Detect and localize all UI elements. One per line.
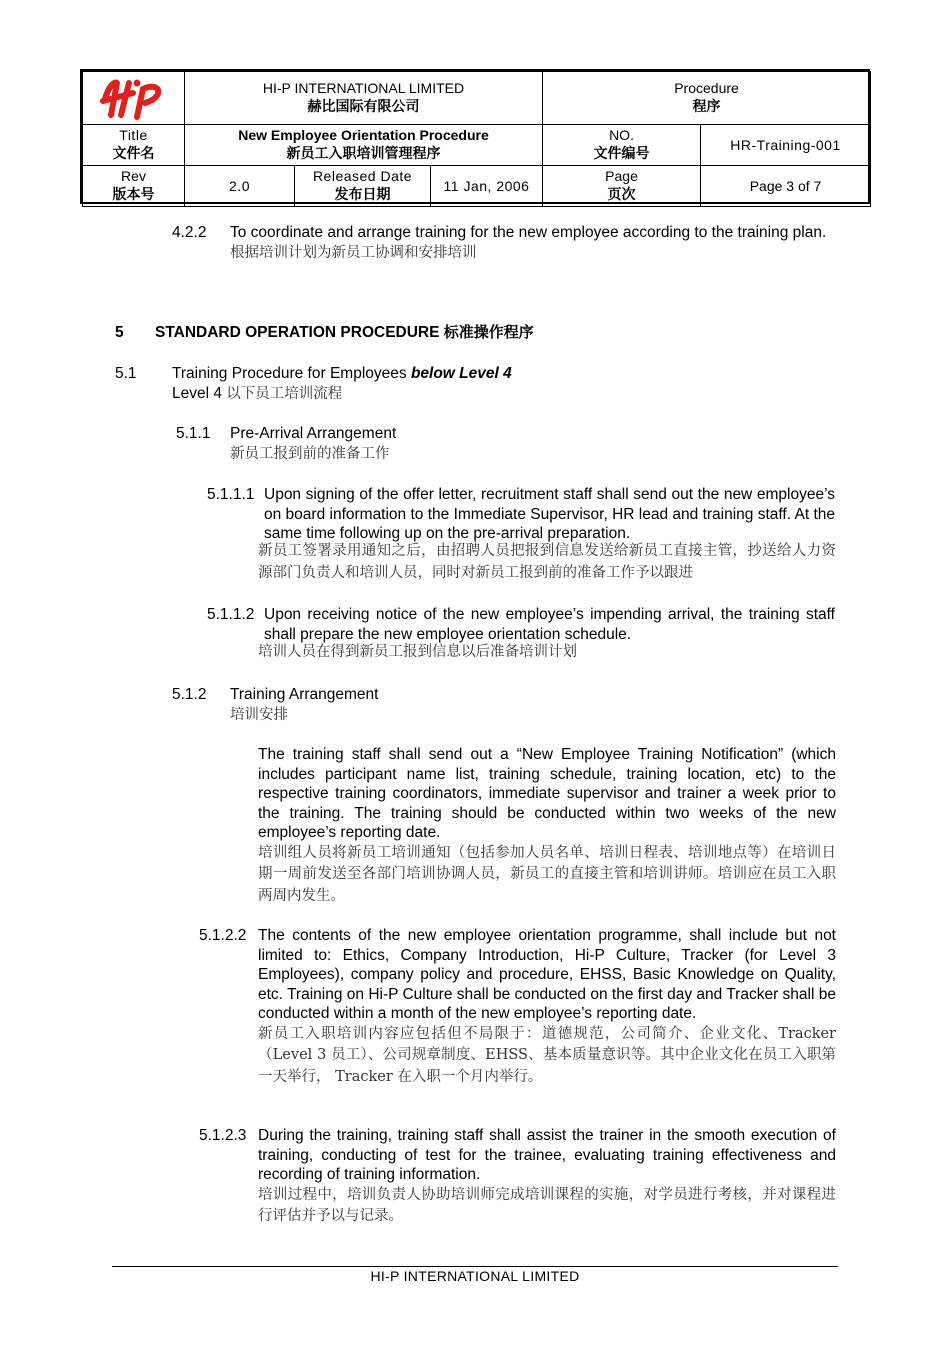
title-label-cell — [83, 125, 185, 166]
section-5-1-1-title-en: Pre-Arrival Arrangement — [230, 425, 397, 442]
section-4-2-2 — [230, 223, 838, 264]
rev-label-en: Rev — [121, 168, 146, 184]
page-value-cell — [701, 166, 871, 207]
section-5-1-2 — [230, 685, 830, 726]
section-4-2-2-text-en: To coordinate and arrange training for the new employee according to the training plan. — [230, 224, 827, 241]
doc-no-label-zh: 文件编号 — [593, 146, 650, 162]
section-5-1-title-zh — [172, 384, 772, 406]
company-name-zh: 赫比国际有限公司 — [307, 99, 420, 115]
section-5-1-2-2-text-en: The contents of the new employee orientation programme, shall include but not limited to: Ethics, Company Introduction, Hi-P Culture, Tracker (for Level 3 Employees), company policy and procedure, EHSS, Basic Knowledge on Quality, etc. Training on Hi-P Culture shall be conducted on the first day and Tracker shall be conducted within a month of the new employee’s reporting date. — [258, 927, 836, 1022]
section-5-number: 5 — [115, 324, 124, 341]
released-date: 11 Jan, 2006 — [443, 177, 530, 194]
company-logo — [83, 72, 185, 125]
section-5-1-2-1 — [258, 745, 836, 907]
page-label-en: Page — [605, 168, 638, 184]
doc-title-en: New Employee Orientation Procedure — [238, 127, 489, 143]
doc-no-value-cell — [701, 125, 871, 166]
section-5-1-2-title-en: Training Arrangement — [230, 686, 379, 703]
section-5-1-2-2 — [258, 926, 836, 1088]
rev-number: 2.0 — [229, 177, 250, 194]
page-number: Page 3 of 7 — [749, 177, 822, 194]
section-5-1-1-2-text-en: Upon receiving notice of the new employee’s impending arrival, the training staff shall prepare the new employee orientation schedule. — [264, 606, 835, 643]
section-5-1-title-zh-b: 以下员工培训流程 — [226, 385, 343, 402]
rev-value-cell — [185, 166, 295, 207]
footer-company-name: HI-P INTERNATIONAL LIMITED — [370, 1268, 580, 1284]
section-5-1-1-1-text-en: Upon signing of the offer letter, recruitment staff shall send out the new employee’s on board information to the Immediate Supervisor, HR lead and training staff. At the same time following up on the pre-arrival preparation. — [264, 486, 835, 542]
released-label-en: Released Date — [312, 168, 413, 184]
page-label-zh: 页次 — [607, 187, 636, 203]
section-5-1-1-2-number: 5.1.1.2 — [207, 606, 255, 623]
footer-divider — [112, 1266, 838, 1267]
released-date-cell — [431, 166, 543, 207]
company-name-en: HI-P INTERNATIONAL LIMITED — [262, 80, 465, 96]
section-5-1-2-3-text-zh: 培训过程中，培训负责人协助培训师完成培训课程的实施，对学员进行考核，并对课程进行评估并予以与记录。 — [258, 1186, 836, 1224]
title-value-cell — [185, 125, 543, 166]
doc-title-zh: 新员工入职培训管理程序 — [286, 146, 441, 162]
section-5-1-1-2-text-zh: 培训人员在得到新员工报到信息以后准备培训计划 — [258, 644, 577, 660]
doc-no-label-en: NO. — [609, 127, 634, 143]
section-5-heading — [155, 323, 534, 343]
doc-number: HR-Training-001 — [730, 136, 841, 153]
section-5-1 — [172, 364, 772, 405]
company-name-cell — [185, 72, 543, 125]
section-5-1-1 — [230, 424, 830, 465]
doc-type-zh: 程序 — [692, 99, 721, 115]
section-5-1-2-3-text-en: During the training, training staff shall assist the trainer in the smooth execution of training, conducting of test for the trainee, evaluating training effectiveness and recording of training information. — [258, 1127, 836, 1183]
section-5-1-2-3 — [258, 1126, 836, 1228]
doc-type-cell — [543, 72, 871, 125]
section-5-1-2-3-number: 5.1.2.3 — [199, 1127, 247, 1144]
released-label-cell — [295, 166, 431, 207]
rev-label-cell — [83, 166, 185, 207]
title-label-en: Title — [119, 127, 148, 143]
section-5-1-2-1-text-zh: 培训组人员将新员工培训通知（包括参加人员名单、培训日程表、培训地点等）在培训日期一周前发送至各部门培训协调人员，新员工的直接主管和培训讲师。培训应在员工入职两周内发生。 — [258, 844, 836, 904]
section-5-title-en: STANDARD OPERATION PROCEDURE — [155, 324, 440, 341]
section-5-1-2-2-text-zh: 新员工入职培训内容应包括但不局限于：道德规范，公司简介、企业文化、Tracker（Level 3 员工）、公司规章制度、EHSS、基本质量意识等。其中企业文化在员工入职第一天举行， Tracker 在入职一个月内举行。 — [258, 1025, 836, 1085]
hip-logo-icon — [99, 75, 169, 121]
section-5-1-2-2-number: 5.1.2.2 — [199, 927, 247, 944]
title-label-zh: 文件名 — [112, 146, 155, 162]
section-4-2-2-text-zh: 根据培训计划为新员工协调和安排培训 — [230, 244, 477, 261]
released-label-zh: 发布日期 — [334, 187, 391, 203]
section-4-2-2-number: 4.2.2 — [172, 224, 207, 241]
doc-no-label-cell — [543, 125, 701, 166]
section-5-1-1-1 — [264, 485, 835, 544]
section-5-1-1-number: 5.1.1 — [176, 425, 211, 442]
section-5-1-1-1-text-zh: 新员工签署录用通知之后，由招聘人员把报到信息发送给新员工直接主管，抄送给人力资源部门负责人和培训人员，同时对新员工报到前的准备工作予以跟进 — [258, 543, 836, 581]
section-5-1-1-1-number: 5.1.1.1 — [207, 486, 255, 503]
section-5-1-2-title-zh: 培训安排 — [230, 706, 288, 723]
section-5-1-2-number: 5.1.2 — [172, 686, 207, 703]
page-label-cell — [543, 166, 701, 207]
section-5-1-title-en-a: Training Procedure for Employees — [172, 365, 411, 382]
rev-label-zh: 版本号 — [112, 187, 155, 203]
section-5-1-title-zh-a: Level 4 — [172, 384, 227, 402]
section-5-1-2-1-text-en: The training staff shall send out a “New Employee Training Notification” (which includes participant name list, training schedule, training location, etc) to the respective training coordinators, immediate supervisor and trainer a week prior to the training. The training should be conducted within two weeks of the new employee’s reporting date. — [258, 746, 836, 841]
section-5-1-title-en — [172, 364, 772, 384]
section-5-title-zh: 标准操作程序 — [443, 323, 534, 341]
section-5-1-1-2 — [264, 605, 835, 644]
section-5-1-number: 5.1 — [115, 365, 137, 382]
document-header-table — [80, 69, 870, 204]
doc-type-en: Procedure — [674, 80, 739, 96]
section-5-1-title-en-emphasis: below Level 4 — [410, 365, 512, 382]
section-5-1-1-title-zh: 新员工报到前的准备工作 — [230, 445, 390, 462]
